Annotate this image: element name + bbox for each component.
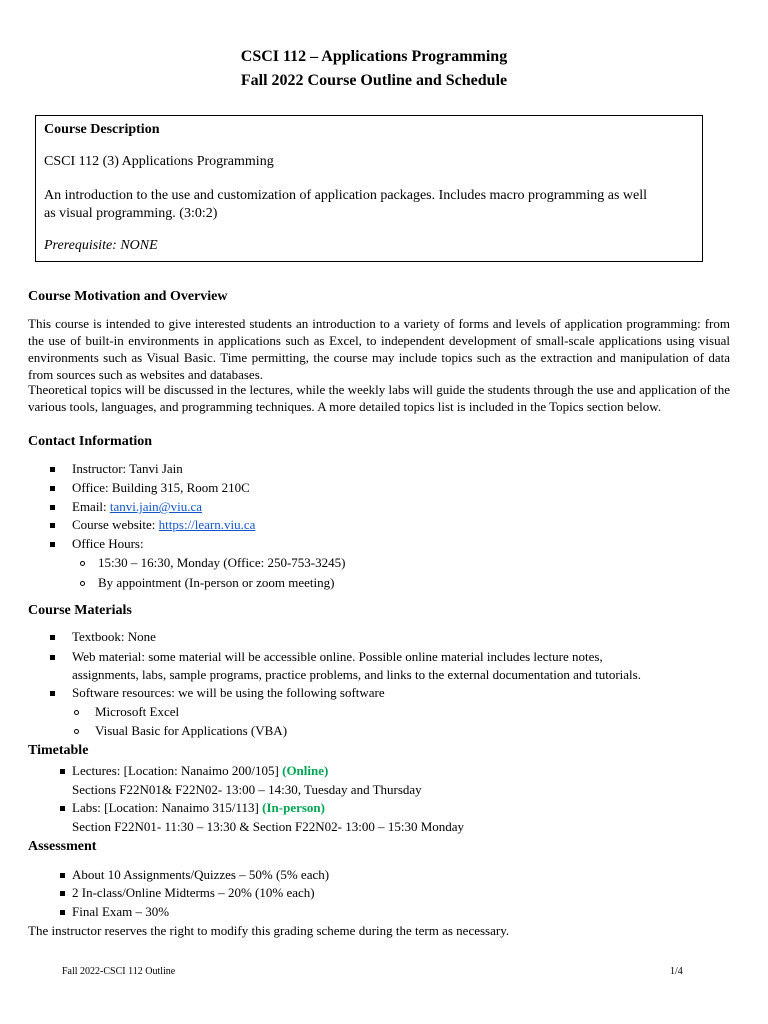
bullet-icon [50, 542, 55, 547]
circle-bullet-icon [74, 729, 79, 734]
materials-heading: Course Materials [28, 603, 132, 618]
document-subtitle: Fall 2022 Course Outline and Schedule [240, 72, 508, 89]
software-vba: Visual Basic for Applications (VBA) [95, 723, 288, 738]
email-label: Email: [72, 499, 110, 514]
bullet-icon [50, 655, 55, 660]
course-description-text-1: An introduction to the use and customization of application packages. Includes macro programming as well [44, 188, 647, 203]
email-row [72, 499, 202, 515]
assessment-heading: Assessment [28, 839, 97, 854]
document-title: CSCI 112 – Applications Programming [240, 48, 508, 65]
assessment-item-3: Final Exam – 30% [72, 904, 170, 919]
web-material-2: assignments, labs, sample programs, practice problems, and links to the external documentation and tutorials. [72, 667, 641, 682]
website-link[interactable]: https://learn.viu.ca [158, 517, 256, 532]
assessment-note: The instructor reserves the right to modify this grading scheme during the term as necessary. [28, 923, 510, 938]
bullet-icon [50, 467, 55, 472]
course-description-text-2: as visual programming. (3:0:2) [44, 206, 218, 221]
motivation-paragraph-1: This course is intended to give interested students an introduction to a variety of forms and levels of application programming: from the use of built-in environments in applications such as Excel, to independent development of small-scale applications using visual environments such as Visual Basic. Time permitting, the course may include topics such as the extraction and manipulation of data from sources such as websites and databases. [28, 316, 730, 382]
motivation-paragraph-2: Theoretical topics will be discussed in the lectures, while the weekly labs will guide the students through the use and application of the various tools, languages, and programming techniques. A more detailed topics list is included in the Topics section below. [28, 382, 730, 414]
bullet-icon [60, 910, 65, 915]
office-hours-label: Office Hours: [72, 536, 144, 551]
web-material-1: Web material: some material will be accessible online. Possible online material includes lecture notes, [72, 649, 603, 664]
circle-bullet-icon [74, 710, 79, 715]
bullet-icon [60, 891, 65, 896]
lectures-row [72, 763, 328, 779]
instructor: Instructor: Tanvi Jain [72, 461, 183, 476]
email-link[interactable]: tanvi.jain@viu.ca [109, 499, 203, 514]
circle-bullet-icon [80, 581, 85, 586]
bullet-icon [50, 691, 55, 696]
website-row [72, 517, 255, 533]
labs-row [72, 800, 325, 816]
bullet-icon [60, 769, 65, 774]
textbook: Textbook: None [72, 629, 156, 644]
timetable-heading: Timetable [28, 743, 89, 758]
lectures-label: Lectures: [Location: Nanaimo 200/105] [72, 763, 283, 778]
bullet-icon [50, 505, 55, 510]
motivation-heading: Course Motivation and Overview [28, 289, 228, 304]
contact-heading: Contact Information [28, 434, 153, 449]
labs-mode-badge: (In-person) [262, 800, 325, 815]
lectures-sections: Sections F22N01& F22N02- 13:00 – 14:30, Tuesday and Thursday [72, 782, 422, 797]
website-label: Course website: [72, 517, 159, 532]
page-number: 1/4 [670, 966, 683, 977]
software-excel: Microsoft Excel [95, 704, 180, 719]
assessment-item-1: About 10 Assignments/Quizzes – 50% (5% each) [72, 867, 330, 882]
bullet-icon [50, 523, 55, 528]
bullet-icon [60, 873, 65, 878]
lectures-mode-badge: (Online) [282, 763, 329, 778]
course-code-title: CSCI 112 (3) Applications Programming [44, 154, 274, 169]
office-hours-2: By appointment (In-person or zoom meeting) [98, 575, 335, 590]
circle-bullet-icon [80, 561, 85, 566]
office: Office: Building 315, Room 210C [72, 480, 250, 495]
prerequisite: Prerequisite: NONE [44, 238, 158, 253]
footer-left: Fall 2022-CSCI 112 Outline [62, 966, 176, 977]
software-resources: Software resources: we will be using the following software [72, 685, 385, 700]
office-hours-1: 15:30 – 16:30, Monday (Office: 250-753-3245) [98, 555, 346, 570]
bullet-icon [50, 486, 55, 491]
bullet-icon [60, 806, 65, 811]
bullet-icon [50, 635, 55, 640]
labs-label: Labs: [Location: Nanaimo 315/113] [72, 800, 263, 815]
labs-sections: Section F22N01- 11:30 – 13:30 & Section F22N02- 13:00 – 15:30 Monday [72, 819, 465, 834]
course-description-heading: Course Description [44, 122, 160, 137]
assessment-item-2: 2 In-class/Online Midterms – 20% (10% each) [72, 885, 315, 900]
